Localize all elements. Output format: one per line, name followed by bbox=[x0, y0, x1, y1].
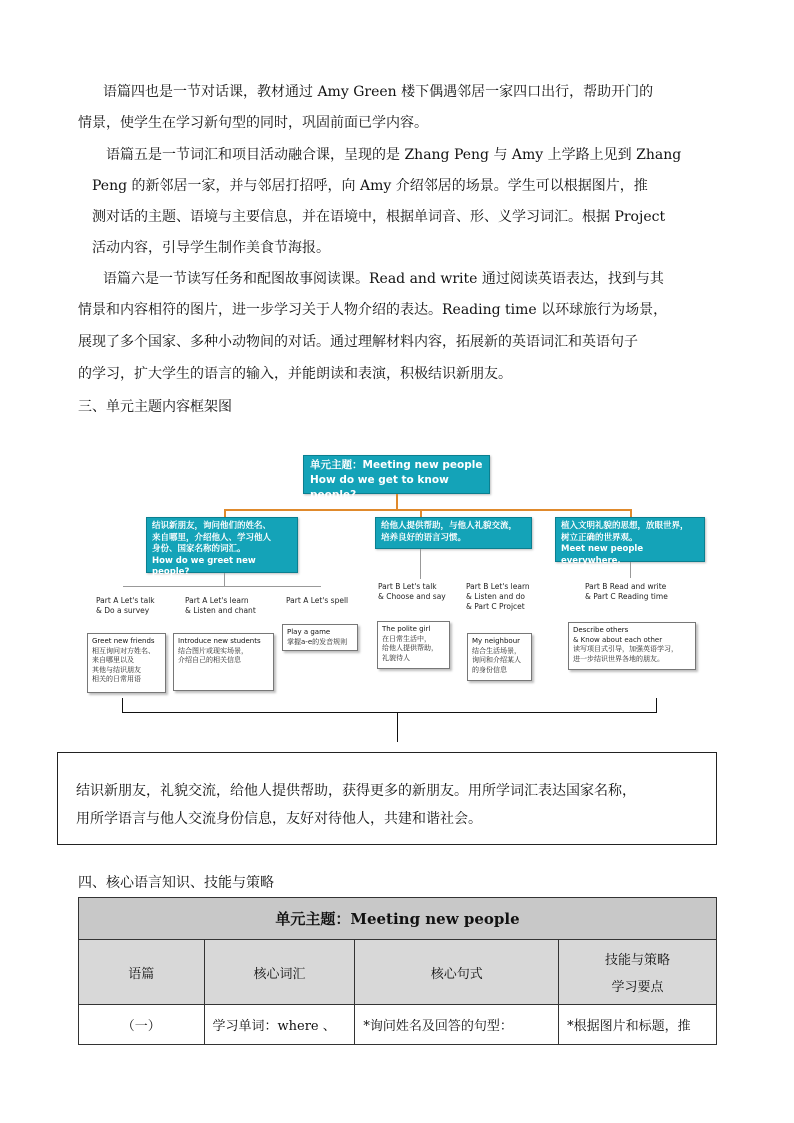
paragraph-6-line-4: 的学习，扩大学生的语言的输入，并能朗读和表演，积极结识新朋友。 bbox=[78, 366, 512, 382]
part-2-line: Part A Let's learn bbox=[185, 596, 249, 605]
detail-1-line: 相互询问对方姓名、 bbox=[92, 646, 155, 655]
connector-line bbox=[396, 494, 398, 510]
branch-box-2 bbox=[375, 517, 532, 549]
section-4-heading: 四、核心语言知识、技能与策略 bbox=[78, 875, 274, 891]
core-language-table bbox=[78, 897, 717, 1045]
unit-theme-title: 单元主题：Meeting new people bbox=[310, 459, 483, 471]
paragraph-6-line-1: 语篇六是一节读写任务和配图故事阅读课。Read and write 通过阅读英语表达，找到与其 bbox=[103, 271, 664, 287]
table-title: 单元主题：Meeting new people bbox=[79, 898, 717, 940]
paragraph-4-line-1: 语篇四也是一节对话课，教材通过 Amy Green 楼下偶遇邻居一家四口出行，帮助开门的 bbox=[103, 84, 654, 100]
detail-box-3 bbox=[282, 624, 358, 651]
branch-2-line: 培养良好的语言习惯。 bbox=[381, 532, 467, 543]
part-label-5 bbox=[466, 582, 530, 612]
connector-line bbox=[420, 549, 421, 579]
detail-box-2 bbox=[173, 633, 274, 691]
paragraph-5-line-4: 活动内容，引导学生制作美食节海报。 bbox=[92, 240, 330, 256]
bracket-line bbox=[397, 712, 398, 742]
branch-1-line: 身份、国家名称的词汇。 bbox=[152, 544, 246, 554]
detail-5-title: My neighbour bbox=[472, 637, 521, 645]
branch-3-line: 植入文明礼貌的思想，放眼世界， bbox=[561, 521, 689, 531]
paragraph-6-line-3: 展现了多个国家、多种小动物间的对话。通过理解材料内容，拓展新的英语词汇和英语句子 bbox=[78, 334, 638, 350]
detail-6-title: Describe others bbox=[573, 626, 629, 634]
part-1-line: & Do a survey bbox=[96, 606, 150, 615]
part-label-3 bbox=[286, 596, 348, 606]
detail-box-4 bbox=[377, 621, 450, 669]
part-5-line: Part B Let's learn bbox=[466, 582, 530, 591]
branch-box-1 bbox=[146, 517, 298, 577]
detail-box-5 bbox=[467, 633, 532, 681]
header-skills-line-1: 技能与策略 bbox=[605, 953, 671, 968]
part-5-line: & Listen and do bbox=[466, 592, 525, 601]
detail-box-6 bbox=[568, 622, 696, 670]
paragraph-6-line-2: 情景和内容相符的图片，进一步学习关于人物介绍的表达。Reading time 以环球旅行为场景， bbox=[78, 302, 668, 318]
part-2-line: & Listen and chant bbox=[185, 606, 256, 615]
paragraph-4-line-2: 情景，使学生在学习新句型的同时，巩固前面已学内容。 bbox=[78, 115, 428, 131]
part-3-line: Part A Let's spell bbox=[286, 596, 349, 605]
branch-3-line: Meet new people everywhere. bbox=[561, 544, 644, 566]
part-1-line: Part A Let's talk bbox=[96, 596, 155, 605]
table-cell: *询问姓名及回答的句型： bbox=[355, 1005, 559, 1045]
part-label-2 bbox=[185, 596, 256, 616]
branch-1-line: How do we greet new people? bbox=[152, 555, 256, 577]
paragraph-5-line-2: Peng 的新邻居一家，并与邻居打招呼，向 Amy 介绍邻居的场景。学生可以根据图片，推 bbox=[92, 178, 648, 194]
detail-3-line: 掌握a-e的发音规则 bbox=[287, 637, 348, 646]
branch-box-3 bbox=[555, 517, 705, 566]
detail-4-line: 礼貌待人 bbox=[382, 653, 410, 662]
connector-line bbox=[224, 573, 225, 587]
detail-1-line: 相关的日常用语 bbox=[92, 675, 141, 683]
detail-5-line: 询问和介绍某人 bbox=[472, 656, 521, 664]
unit-theme-question: How do we get to know people? bbox=[310, 474, 449, 501]
detail-1-line: 其他与结识朋友 bbox=[92, 665, 141, 674]
part-6-line: Part B Read and write bbox=[585, 582, 667, 591]
table-header-row bbox=[79, 940, 717, 1005]
connector-line bbox=[224, 509, 631, 511]
detail-4-line: 在日常生活中， bbox=[382, 634, 431, 643]
paragraph-5-line-1: 语篇五是一节词汇和项目活动融合课，呈现的是 Zhang Peng 与 Amy 上学路上见到 Zhang bbox=[106, 147, 682, 163]
table-title-row bbox=[79, 898, 717, 940]
bracket-line bbox=[656, 698, 657, 713]
table-row bbox=[79, 1005, 717, 1045]
summary-box bbox=[57, 752, 717, 845]
part-4-line: & Choose and say bbox=[378, 592, 446, 601]
table-cell: （一） bbox=[79, 1005, 205, 1045]
bracket-line bbox=[122, 698, 123, 713]
table-cell: *根据图片和标题，推 bbox=[559, 1005, 717, 1045]
branch-1-line: 结识新朋友，询问他们的姓名、 bbox=[152, 521, 272, 531]
table-cell: 学习单词：where 、 bbox=[204, 1005, 355, 1045]
detail-2-title: Introduce new students bbox=[178, 637, 261, 645]
detail-5-line: 结合生活场景， bbox=[472, 646, 521, 655]
connector-line bbox=[123, 586, 321, 587]
detail-5-line: 的身份信息 bbox=[472, 665, 507, 674]
part-label-6 bbox=[585, 582, 668, 602]
connector-line bbox=[630, 562, 631, 578]
branch-1-line: 来自哪里，介绍他人、学习他人 bbox=[152, 532, 272, 543]
part-6-line: & Part C Reading time bbox=[585, 592, 668, 601]
detail-4-title: The polite girl bbox=[382, 625, 431, 633]
detail-1-line: 来自哪里以及 bbox=[92, 656, 134, 664]
detail-6-line: 读写项目式引导，加强英语学习， bbox=[573, 645, 678, 653]
part-5-line: & Part C Projcet bbox=[466, 602, 525, 611]
bracket-line bbox=[122, 712, 657, 713]
detail-2-line: 介绍自己的相关信息 bbox=[178, 656, 241, 664]
summary-line: 用所学语言与他人交流身份信息，友好对待他人，共建和谐社会。 bbox=[76, 811, 482, 827]
detail-box-1 bbox=[87, 633, 166, 693]
section-3-heading: 三、单元主题内容框架图 bbox=[78, 399, 232, 415]
header-text: 语篇 bbox=[79, 940, 205, 1005]
part-label-1 bbox=[96, 596, 155, 616]
summary-line: 结识新朋友，礼貌交流，给他人提供帮助，获得更多的新朋友。用所学词汇表达国家名称， bbox=[76, 783, 636, 799]
header-vocabulary: 核心词汇 bbox=[204, 940, 355, 1005]
unit-theme-box bbox=[303, 455, 490, 501]
detail-3-title: Play a game bbox=[287, 628, 331, 636]
paragraph-5-line-3: 测对话的主题、语境与主要信息，并在语境中，根据单词音、形、义学习词汇。根据 Project bbox=[92, 209, 666, 225]
detail-2-line: 结合图片或现实场景， bbox=[178, 646, 248, 655]
header-skills-line-2: 学习要点 bbox=[611, 980, 664, 995]
detail-4-line: 给他人提供帮助， bbox=[382, 644, 438, 652]
detail-1-title: Greet new friends bbox=[92, 637, 155, 645]
branch-2-line: 给他人提供帮助，与他人礼貌交流， bbox=[381, 521, 518, 531]
header-sentences: 核心句式 bbox=[355, 940, 559, 1005]
header-skills bbox=[559, 940, 717, 1005]
part-label-4 bbox=[378, 582, 446, 602]
part-4-line: Part B Let's talk bbox=[378, 582, 437, 591]
branch-3-line: 树立正确的世界观。 bbox=[561, 532, 638, 543]
detail-6-line: & Know about each other bbox=[573, 635, 663, 644]
detail-6-line: 进一步结识世界各地的朋友。 bbox=[573, 654, 664, 663]
